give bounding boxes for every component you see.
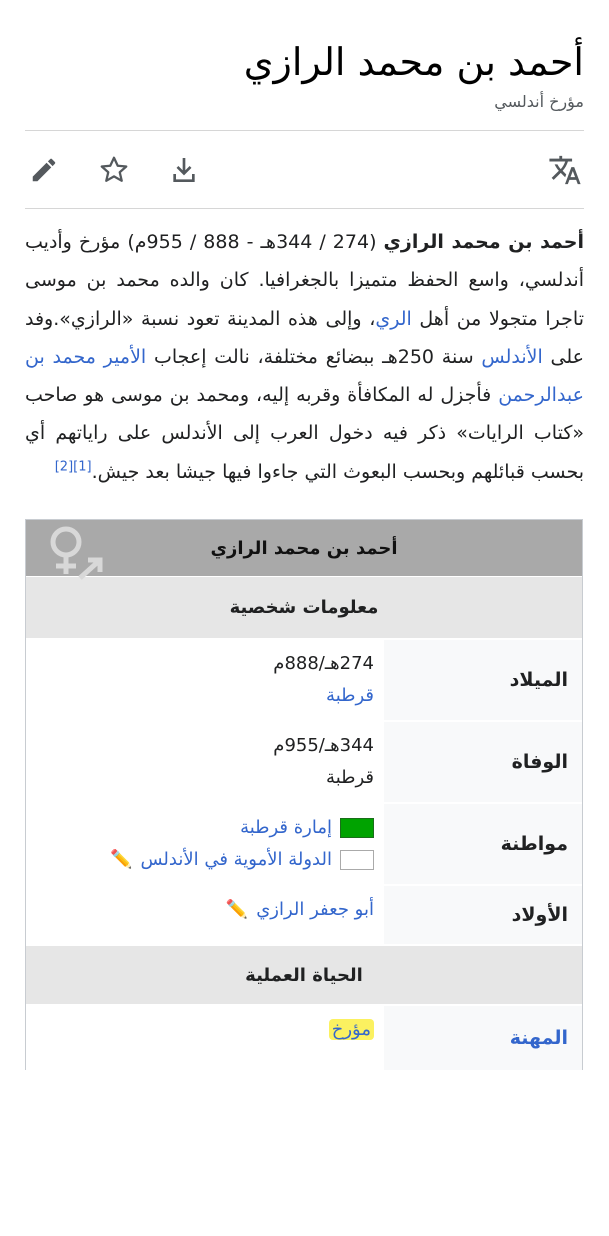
lead-bold-name: أحمد بن محمد الرازي bbox=[383, 231, 584, 253]
death-date: 344هـ/955م bbox=[273, 735, 374, 757]
infobox-row-birth bbox=[26, 638, 582, 720]
death-place: قرطبة bbox=[326, 767, 374, 789]
article-page bbox=[0, 36, 609, 1070]
citizenship-link-1[interactable]: إمارة قرطبة bbox=[240, 817, 332, 839]
child-link-1[interactable]: أبو جعفر الرازي bbox=[256, 899, 374, 921]
lead-text: ، وإلى هذه المدينة تعود نسبة «الرازي».وفد على bbox=[25, 307, 585, 368]
edit-icon[interactable] bbox=[25, 151, 63, 189]
infobox-section-personal: معلومات شخصية bbox=[26, 576, 582, 638]
infobox-row-death bbox=[26, 720, 582, 802]
lead-text: سنة 250هـ ببضائع مختلفة، نالت إعجاب bbox=[146, 345, 482, 368]
edit-pencil-icon[interactable]: ✏️ bbox=[225, 899, 249, 921]
infobox-row-children bbox=[26, 884, 582, 944]
translate-icon[interactable] bbox=[546, 151, 584, 189]
occupation-link[interactable]: مؤرخ bbox=[331, 1019, 371, 1041]
birth-value bbox=[26, 640, 384, 720]
link-andalus[interactable]: الأندلس bbox=[481, 345, 543, 368]
link-rayy[interactable]: الري bbox=[375, 307, 412, 330]
link-emir-muhammad[interactable]: الأمير محمد بن عبدالرحمن bbox=[25, 345, 584, 407]
children-value bbox=[26, 886, 384, 944]
lead-paragraph bbox=[25, 223, 584, 491]
gender-symbol-icon bbox=[36, 522, 116, 587]
lead-text: فأجزل له المكافأة وقربه إليه، ومحمد بن موسى هو صاحب «كتاب الرايات» ذكر فيه دخول العرب إلى الأندلس على راياتهم أي بحسب قبائلهم وبحسب البعوث التي جاءوا فيها جيشا بعد جيش. bbox=[25, 384, 584, 483]
page-description: مؤرخ أندلسي bbox=[494, 92, 584, 111]
children-label: الأولاد bbox=[384, 886, 582, 944]
infobox-section-career: الحياة العملية bbox=[26, 944, 582, 1004]
birth-date: 274هـ/888م bbox=[273, 653, 374, 675]
reference-2[interactable]: [2] bbox=[54, 459, 74, 475]
citizenship-label: مواطنة bbox=[384, 804, 582, 884]
edit-pencil-icon[interactable]: ✏️ bbox=[110, 849, 133, 871]
infobox-row-citizenship bbox=[26, 802, 582, 884]
reference-1[interactable]: [1] bbox=[73, 459, 92, 475]
page-title: أحمد بن محمد الرازي bbox=[243, 40, 584, 84]
flag-umayyad-icon bbox=[340, 850, 374, 870]
citizenship-value bbox=[26, 804, 384, 884]
birth-label: الميلاد bbox=[384, 640, 582, 720]
occupation-value bbox=[26, 1006, 384, 1070]
infobox-row-occupation bbox=[26, 1004, 582, 1070]
birth-place-link[interactable]: قرطبة bbox=[326, 685, 374, 707]
download-icon[interactable] bbox=[165, 151, 203, 189]
occupation-label-link[interactable]: المهنة bbox=[509, 1027, 568, 1050]
page-actions-bar bbox=[25, 131, 584, 209]
infobox bbox=[25, 519, 583, 1070]
citizenship-link-2[interactable]: الدولة الأموية في الأندلس bbox=[140, 849, 332, 871]
flag-cordoba-icon bbox=[340, 818, 374, 838]
death-label: الوفاة bbox=[384, 722, 582, 802]
infobox-title-row bbox=[26, 520, 582, 576]
death-value bbox=[26, 722, 384, 802]
lead-text: (274 / 344هـ - 888 / 955م) مؤرخ وأديب أندلسي، واسع الحفظ متميزا بالجغرافيا. كان والده محمد بن موسى تاجرا متجولا من أهل bbox=[25, 231, 584, 330]
star-icon[interactable] bbox=[95, 151, 133, 189]
infobox-title: أحمد بن محمد الرازي bbox=[210, 537, 398, 559]
